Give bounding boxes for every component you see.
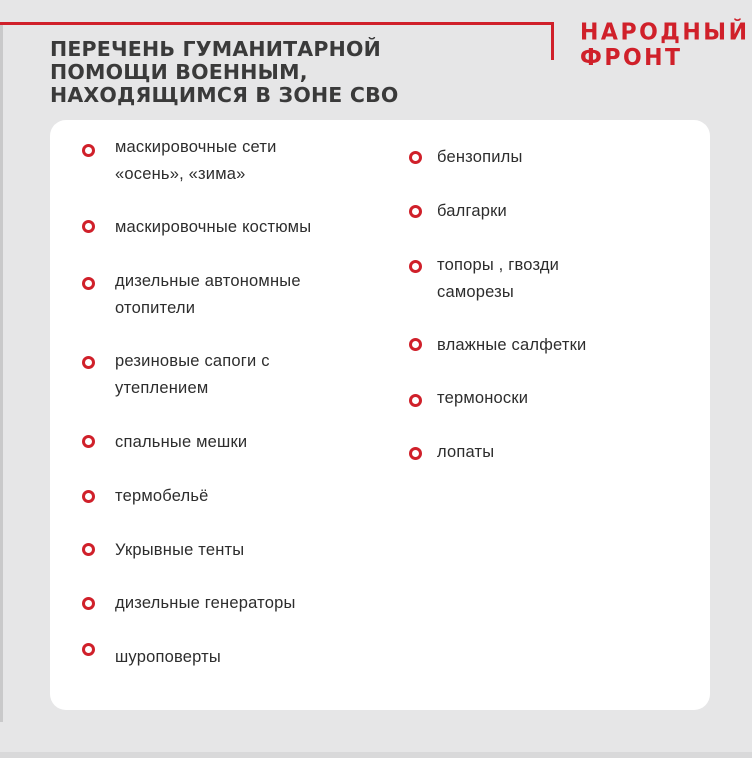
item-text: шуроповерты <box>115 648 221 666</box>
bullet-icon <box>82 144 95 157</box>
list-item <box>437 439 494 466</box>
bullet-icon <box>82 597 95 610</box>
bullet-icon <box>409 260 422 273</box>
page-title <box>50 38 470 107</box>
bullet-icon <box>82 543 95 556</box>
list-item <box>437 252 559 306</box>
item-text: топоры , гвозди <box>437 256 560 274</box>
bullet-icon <box>82 435 95 448</box>
item-text: маскировочные костюмы <box>115 218 312 236</box>
list-item <box>115 348 270 402</box>
item-text: термоноски <box>437 389 529 407</box>
item-text: бензопилы <box>437 148 523 166</box>
item-text: балгарки <box>437 202 507 220</box>
list-item <box>115 590 296 617</box>
list-item <box>115 214 311 241</box>
brand-logo <box>580 21 749 71</box>
title-line-3: НАХОДЯЩИМСЯ В ЗОНЕ СВО <box>50 83 399 107</box>
frame-line-down <box>551 22 554 60</box>
bullet-icon <box>82 643 95 656</box>
frame-line-top <box>0 22 553 25</box>
list-item <box>437 198 507 225</box>
list-item <box>115 429 247 456</box>
bullet-icon <box>409 338 422 351</box>
item-text: утеплением <box>115 379 209 397</box>
bottom-edge <box>0 752 752 758</box>
bullet-icon <box>409 151 422 164</box>
bullet-icon <box>409 394 422 407</box>
bullet-icon <box>82 356 95 369</box>
bullet-icon <box>409 447 422 460</box>
bullet-icon <box>82 220 95 233</box>
frame-line-left <box>0 22 3 722</box>
brand-line-1: НАРОДНЫЙ <box>580 19 750 46</box>
title-line-1: ПЕРЕЧЕНЬ ГУМАНИТАРНОЙ <box>50 37 381 61</box>
bullet-icon <box>82 490 95 503</box>
item-text: влажные салфетки <box>437 336 587 354</box>
item-text: спальные мешки <box>115 433 248 451</box>
item-text: отопители <box>115 299 196 317</box>
bullet-icon <box>409 205 422 218</box>
list-item <box>115 644 221 671</box>
brand-line-2: ФРОНТ <box>580 44 683 72</box>
list-item <box>437 144 523 171</box>
item-text: дизельные автономные <box>115 272 301 290</box>
bullet-icon <box>82 277 95 290</box>
list-item <box>437 385 528 412</box>
item-text: термобельё <box>115 487 209 505</box>
title-line-2: ПОМОЩИ ВОЕННЫМ, <box>50 60 308 84</box>
item-text: дизельные генераторы <box>115 594 296 612</box>
list-item <box>115 268 301 322</box>
item-text: «осень», «зима» <box>115 165 246 183</box>
list-item <box>115 537 244 564</box>
list-item <box>115 134 277 188</box>
item-text: саморезы <box>437 283 514 301</box>
item-text: маскировочные сети <box>115 138 277 156</box>
item-text: резиновые сапоги с <box>115 352 270 370</box>
item-text: Укрывные тенты <box>115 541 245 559</box>
items-card <box>50 120 710 710</box>
list-item <box>115 483 209 510</box>
item-text: лопаты <box>437 443 495 461</box>
list-item <box>437 332 586 359</box>
